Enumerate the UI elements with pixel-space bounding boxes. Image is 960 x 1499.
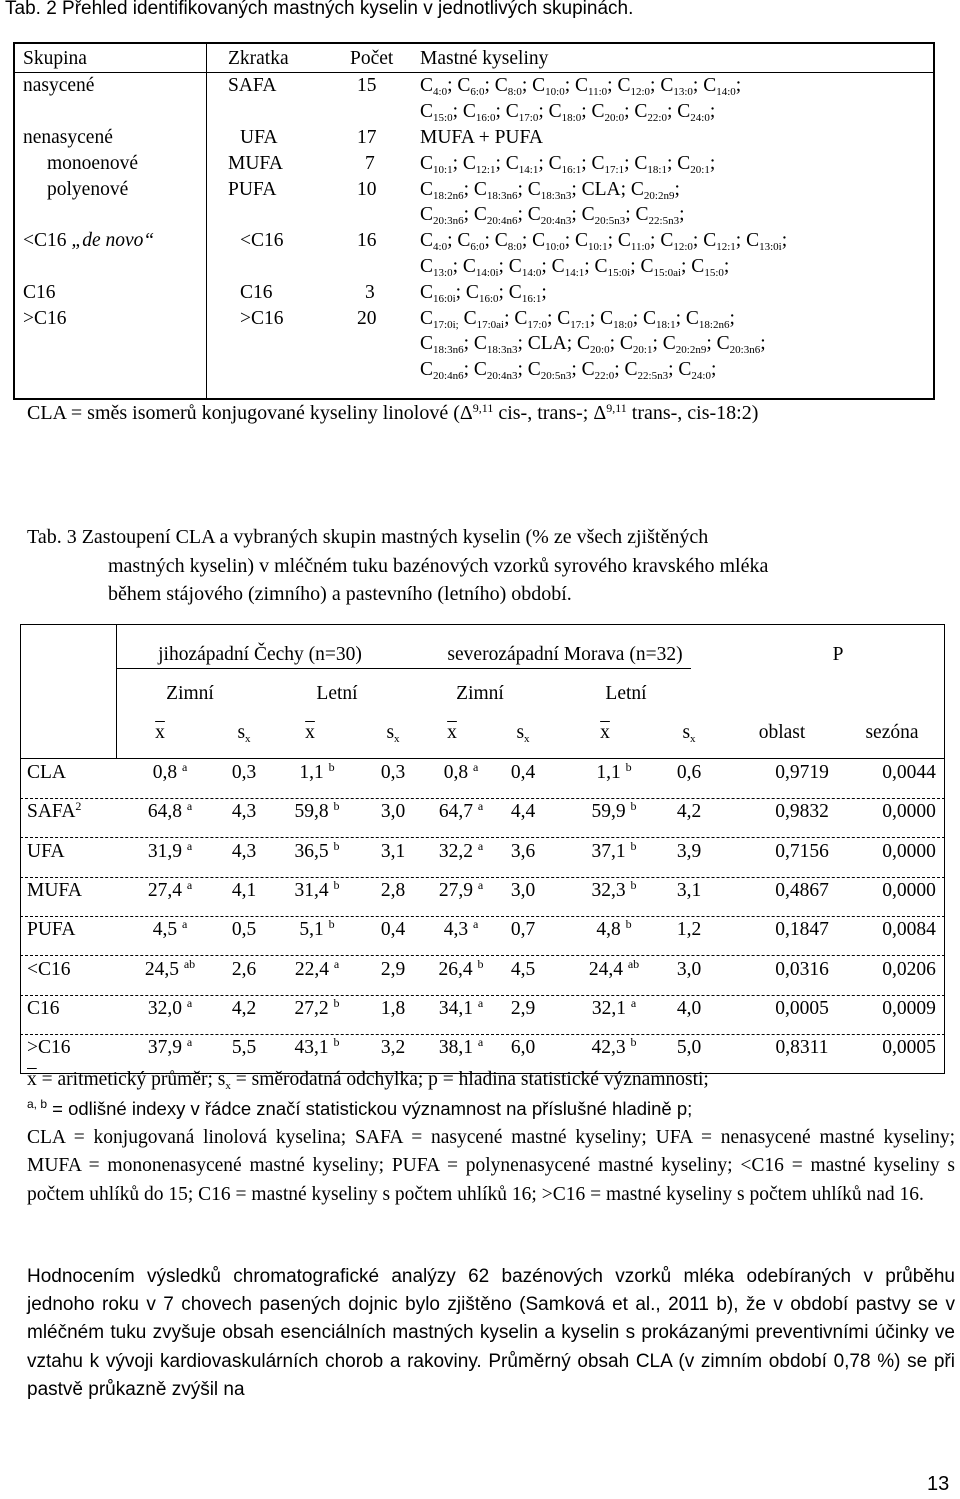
group-label: <C16 [23, 230, 72, 251]
acid-subscript: 18:3n6 [486, 189, 518, 202]
table2-count-cell: 10 [357, 178, 377, 200]
significance-index: b [477, 956, 484, 971]
table3-cell: 64,7 $^a$ [438, 799, 484, 823]
table2-acids-line: $C_{4:0}$; $C_{6:0}$; $C_{8:0}$; $C_{10:0}$; $C_{10:1}$; $C_{11:0}$; $C_{12:0}$; $C_{12:1}$; $C_{13:0i}$; [420, 230, 788, 253]
acid-subscript: 10:1 [588, 241, 608, 253]
table2-count-cell: 16 [357, 230, 377, 251]
table3-cell: 2,9 [510, 997, 536, 1019]
table2-acids-line: $C_{17:0i;}$ $C_{17:0ai}$; $C_{17:0}$; $C_{17:1}$; $C_{18:0}$; $C_{18:1}$; $C_{18:2n6}$; [420, 307, 735, 331]
acid-subscript: 13:0i [759, 241, 782, 253]
acid-subscript: 13:0 [433, 266, 453, 279]
table3-cell: 59,8 $^b$ [294, 799, 340, 823]
p-oblast-cell: 0,9719 [775, 762, 829, 783]
table2-abbr-cell: UFA [240, 126, 278, 148]
significance-index: b [333, 1035, 340, 1050]
p-sezona-cell: 0,0206 [882, 958, 936, 980]
table3-cell: 4,3 [231, 840, 257, 862]
table3-cell: 0,8 $^a$ [443, 760, 479, 783]
significance-index: a [186, 995, 193, 1010]
table2-abbr-cell: >C16 [240, 307, 284, 329]
table3-vrule [20, 758, 21, 1074]
p-sezona-cell: 0,0044 [882, 762, 936, 783]
acid-subscript: 16:0 [478, 292, 499, 305]
table3-cell: 42,3 $^b$ [591, 1035, 637, 1059]
table3-cell: 3,9 [676, 840, 702, 862]
p-oblast-cell: 0,9832 [775, 801, 829, 823]
acid-subscript: 20:1 [632, 344, 653, 356]
table3-cell: 31,4 $^b$ [294, 877, 340, 901]
mean-header: $\overline{x}$ [155, 722, 165, 743]
table3-cell: 1,1 $^b$ [299, 760, 335, 783]
table3-cell: 4,5 $^a$ [152, 917, 188, 941]
acid-subscript: 18:1 [647, 163, 667, 176]
sd-header: $s_x$ [386, 722, 400, 745]
acid-subscript: 10:0 [545, 241, 565, 253]
table3-cell: 37,1 $^b$ [591, 838, 637, 862]
acid-subscript: 8:0 [507, 86, 522, 98]
season-header: Zimní [456, 683, 504, 704]
acid-subscript: 18:2n6 [698, 318, 730, 331]
table3-cell: 32,0 $^a$ [147, 995, 193, 1019]
significance-index: ab [627, 956, 640, 971]
significance-index: b [630, 1035, 637, 1050]
table2-header-cell: Mastné kyseliny [420, 48, 549, 69]
table2-caption: Tab. 2 Přehled identifikovaných mastných kyselin v jednotlivých skupinách. [5, 0, 634, 19]
p-sezona-cell: 0,0000 [882, 801, 936, 823]
acid-subscript: 20:2n9 [643, 189, 675, 202]
acid-subscript: 22:0 [647, 111, 667, 124]
table3-caption: Tab. 3 Zastoupení CLA a vybraných skupin mastných kyselin (% ze všech zjištěných mastných kyselin) v mléčném tuku bazénových vzorků syrového kravského mléka během stájového (zimního) a pastevního (letního) období. [27, 526, 769, 605]
sd-subscript: x [245, 733, 251, 745]
acid-subscript: 24:0 [691, 369, 711, 382]
body-paragraph: Hodnocením výsledků chromatografické analýzy 62 bazénových vzorků mléka odebíraných v průběhu jednoho roku v 7 chovech pasených dojnic bylo zjištěno (Samková et al., 2011 b), že v období pastvy se v mléčném tuku zvyšuje obsah esenciálních mastných kyselin a kyselin s prokázanými preventivními účinky ve vztahu k vývoji kardiovaskulárních chorob a rakoviny. Průměrný obsah CLA (v zimním období 0,78 %) se při pastvě průkazně zvýšil na [27, 1266, 955, 1400]
table3-cell: 3,1 [676, 879, 702, 901]
table3-cell: 4,1 [231, 879, 257, 901]
acid-subscript: 12:0 [630, 86, 651, 98]
p-sezona-cell: 0,0000 [882, 840, 936, 862]
acid-subscript: 18:3n6 [433, 344, 464, 356]
significance-index: b [328, 760, 335, 774]
note-indexes: $^{a, b}$ = odlišné indexy v řádce značí statistickou významnost na příslušné hladině p; [27, 1097, 693, 1119]
note-abbreviations: CLA = konjugovaná linolová kyselina; SAFA = nasycené mastné kyseliny; UFA = nenasycené mastné kyseliny; MUFA = mononenasycené mastné kyseliny; PUFA = polynenasycené mastné kyseliny; <C16 = mastné kyseliny s počtem uhlíků do 15; C16 = mastné kyseliny s počtem uhlíků 16; >C16 = mastné kyseliny s počtem uhlíků nad 16. [27, 1127, 955, 1205]
acid-subscript: 15:0 [433, 111, 453, 124]
region-header: severozápadní Morava (n=32) [447, 644, 683, 665]
significance-index: b [630, 799, 637, 814]
significance-index: a [333, 956, 340, 971]
table3-rule [116, 668, 691, 669]
table2-acids-line: $C_{20:3n6}$; $C_{20:4n6}$; $C_{20:4n3}$; $C_{20:5n3}$; $C_{22:5n3}$; [420, 204, 685, 227]
acid-subscript: 8:0 [507, 241, 522, 253]
group-label-italic: „de novo“ [71, 230, 155, 251]
season-header: Letní [316, 683, 358, 704]
table3-cell: 0,3 [231, 762, 257, 783]
row-label-sup: 2 [75, 799, 82, 814]
table2-header-cell: Počet [350, 48, 394, 69]
significance-index: a [630, 995, 637, 1010]
p-sezona-cell: 0,0084 [882, 919, 936, 941]
table3-cell: 43,1 $^b$ [294, 1035, 340, 1059]
row-label: PUFA [27, 919, 76, 941]
table2-group-cell: >C16 [23, 307, 67, 329]
table3-cell: 1,1 $^b$ [596, 760, 632, 783]
acid-subscript: 12:0 [673, 241, 693, 253]
table2-abbr-cell: C16 [240, 281, 273, 303]
acid-subscript: 20:5n3 [540, 369, 572, 382]
table3-cell: 4,3 [231, 801, 257, 823]
table3-cell: 5,5 [231, 1037, 257, 1059]
table3-cell: 26,4 $^b$ [438, 956, 484, 980]
significance-index: a [181, 760, 188, 774]
significance-index: b [625, 760, 632, 774]
p-oblast-cell: 0,1847 [775, 919, 829, 941]
acid-subscript: 17:1 [570, 318, 590, 331]
table3-rule [20, 758, 945, 759]
acid-subscript: 10:0 [545, 86, 565, 98]
table3-cell: 31,9 $^a$ [147, 838, 193, 862]
acid-subscript: 20:3n6 [729, 344, 761, 356]
significance-index: b [333, 877, 340, 892]
significance-index: a [472, 917, 479, 932]
acid-subscript: 20:3n6 [433, 215, 464, 227]
acid-subscript: 6:0 [470, 241, 485, 253]
table2-group-cell: nasycené [23, 75, 95, 96]
row-label: UFA [27, 840, 65, 862]
row-label: SAFA$^2$ [27, 799, 82, 823]
table2-group-cell [23, 230, 154, 252]
table3-cell: 1,8 [380, 997, 406, 1019]
table2-count-cell: 15 [357, 75, 377, 96]
acid-subscript: 11:0 [588, 86, 608, 98]
acid-subscript: 20:4n3 [486, 369, 518, 382]
acid-subscript: 20:5n3 [594, 215, 626, 227]
season-header: Zimní [166, 683, 214, 704]
sd-header: $s_x$ [682, 722, 696, 745]
p-oblast-header: oblast [758, 722, 806, 743]
p-sezona-header: sezóna [865, 722, 919, 743]
table3-cell: 4,2 [676, 801, 702, 823]
acid-subscript: 14:1 [564, 266, 585, 279]
table2-count-cell: 3 [365, 281, 375, 303]
acid-subscript: 20:4n3 [540, 215, 572, 227]
table3-vrule [20, 624, 21, 758]
p-sezona-cell: 0,0009 [882, 997, 936, 1019]
p-oblast-cell: 0,8311 [775, 1037, 829, 1059]
table2-abbr-cell: PUFA [228, 178, 277, 200]
table3-cell: 34,1 $^a$ [438, 995, 484, 1019]
p-sezona-cell: 0,0005 [882, 1037, 936, 1059]
table3-cell: 0,5 [231, 919, 257, 941]
p-oblast-cell: 0,0005 [775, 997, 829, 1019]
table2-acids-line: $C_{10:1}$; $C_{12:1}$; $C_{14:1}$; $C_{16:1}$; $C_{17:1}$; $C_{18:1}$; $C_{20:1}$; [420, 152, 716, 176]
acid-subscript: 16:0i [433, 292, 456, 305]
table3-cell: 2,8 [380, 879, 406, 901]
table2-divider [206, 44, 207, 398]
table3-cell: 27,4 $^a$ [147, 877, 193, 901]
acid-subscript: 14:0 [521, 266, 542, 279]
table3-vrule [944, 758, 945, 1074]
acid-subscript: 20:0 [590, 344, 610, 356]
acid-subscript: 12:1 [716, 241, 736, 253]
table3-cell: 0,3 [380, 762, 406, 783]
significance-index: b [333, 838, 340, 853]
significance-index: ab [183, 956, 196, 971]
mean-header: $\overline{x}$ [600, 722, 610, 743]
table3-cell: 0,6 [676, 762, 702, 783]
table2-acids-line: $C_{18:2n6}$; $C_{18:3n6}$; $C_{18:3n3}$; CLA; $C_{20:2n9}$; [420, 178, 680, 202]
p-oblast-cell: 0,0316 [775, 958, 829, 980]
acid-subscript: 13:0 [673, 86, 693, 98]
table2-acids-line: $C_{20:4n6}$; $C_{20:4n3}$; $C_{20:5n3}$; $C_{22:0}$; $C_{22:5n3}$; $C_{24:0}$; [420, 358, 717, 382]
acid-subscript: 11:0 [630, 241, 651, 253]
table3-row-rule [20, 916, 945, 917]
acid-subscript: 18:1 [656, 318, 676, 331]
acid-subscript: 18:2n6 [433, 189, 464, 202]
season-header: Letní [605, 683, 647, 704]
significance-index: a [477, 995, 484, 1010]
significance-index: a [186, 1035, 193, 1050]
table3-cell: 3,0 [380, 801, 406, 823]
p-sezona-cell: 0,0000 [882, 879, 936, 901]
significance-index: a [477, 838, 484, 853]
table2-group-cell: polyenové [47, 178, 129, 200]
acid-subscript: 18:3n3 [540, 189, 572, 202]
row-label: <C16 [27, 958, 71, 980]
significance-index: b [630, 838, 637, 853]
table2-acids-line: $C_{13:0}$; $C_{14:0i}$; $C_{14:0}$; $C_{14:1}$; $C_{15:0i}$; $C_{15:0ai}$; $C_{15:0}$; [420, 255, 730, 279]
significance-index: a [477, 799, 484, 814]
acid-subscript: 20:2n9 [675, 344, 707, 356]
acid-subscript: 16:1 [561, 163, 582, 176]
acid-subscript: 24:0 [690, 111, 710, 124]
note-mean-sd: $\overline{x}$ = aritmetický průměr; $s_x$ = směrodatná odchylka; p = hladina statistické významnosti; [27, 1069, 709, 1092]
acid-subscript: 14:0i [475, 266, 499, 279]
table3-cell: 6,0 [510, 1037, 536, 1059]
table3-cell: 32,1 $^a$ [591, 995, 637, 1019]
table2-acids-line: $C_{4:0}$; $C_{6:0}$; $C_{8:0}$; $C_{10:0}$; $C_{11:0}$; $C_{12:0}$; $C_{13:0}$; $C_{14:0}$; [420, 75, 742, 98]
table3-vrule [116, 624, 117, 758]
table2-header-cell: Zkratka [228, 48, 289, 69]
table3-cell: 36,5 $^b$ [294, 838, 340, 862]
table3-cell: 4,2 [231, 997, 257, 1019]
acid-subscript: 15:0ai [653, 266, 682, 279]
table3-cell: 3,1 [380, 840, 406, 862]
table3-cell: 4,3 $^a$ [443, 917, 479, 941]
table3-cell: 38,1 $^a$ [438, 1035, 484, 1059]
table3-cell: 5,1 $^b$ [299, 917, 335, 941]
acid-subscript: 15:0i [607, 266, 631, 279]
row-label: C16 [27, 997, 60, 1019]
acid-subscript: 14:1 [518, 163, 539, 176]
acid-subscript: 17:0i; [433, 318, 459, 331]
significance-index: b [333, 799, 340, 814]
region-header: jihozápadní Čechy (n=30) [158, 644, 362, 665]
table3-cell: 0,4 [510, 762, 536, 783]
table2-abbr-cell: MUFA [228, 152, 283, 174]
acid-subscript: 22:5n3 [637, 369, 669, 382]
acid-subscript: 4:0 [433, 86, 448, 98]
table3-cell: 4,8 $^b$ [596, 917, 632, 941]
table2-group-cell: nenasycené [23, 126, 113, 148]
table3-cell: 64,8 $^a$ [147, 799, 193, 823]
table3-cell: 0,7 [510, 919, 536, 941]
acid-subscript: 15:0 [704, 266, 724, 279]
significance-index: a [472, 760, 479, 774]
acid-subscript: 10:1 [433, 163, 453, 176]
table3-cell: 0,4 [380, 919, 406, 941]
table2-acids-line: $C_{15:0}$; $C_{16:0}$; $C_{17:0}$; $C_{18:0}$; $C_{20:0}$; $C_{22:0}$; $C_{24:0}$; [420, 100, 716, 124]
table2-group-cell: C16 [23, 281, 56, 303]
acid-subscript: 20:1 [690, 163, 710, 176]
table2 [13, 42, 935, 400]
table3-cell: 3,0 [676, 958, 702, 980]
row-label: >C16 [27, 1037, 71, 1059]
significance-index: a [477, 1035, 484, 1050]
acid-subscript: 18:3n3 [486, 344, 518, 356]
sd-subscript: x [690, 733, 696, 745]
table2-header-cell: Skupina [23, 48, 87, 69]
acid-subscript: 17:1 [604, 163, 625, 176]
table3-cell: 27,9 $^a$ [438, 877, 484, 901]
table2-acids-cell: MUFA + PUFA [420, 126, 543, 148]
table3-cell: 24,4 $^{ab}$ [588, 956, 640, 980]
table2-abbr-cell: <C16 [240, 230, 284, 251]
table2-count-cell: 20 [357, 307, 377, 329]
acid-subscript: 16:1 [521, 292, 542, 305]
acid-subscript: 22:0 [594, 369, 615, 382]
acid-subscript: 14:0 [716, 86, 736, 98]
table3-cell: 4,5 [510, 958, 536, 980]
p-oblast-cell: 0,4867 [775, 879, 829, 901]
table2-count-cell: 17 [357, 126, 377, 148]
acid-subscript: 16:0 [475, 111, 496, 124]
sd-subscript: x [394, 733, 400, 745]
table3-vrule [944, 624, 945, 758]
table3-cell: 3,6 [510, 840, 536, 862]
row-label: MUFA [27, 879, 82, 901]
significance-index: b [630, 877, 637, 892]
significance-index: a [186, 877, 193, 892]
mean-header: $\overline{x}$ [447, 722, 457, 743]
table3-cell: 32,2 $^a$ [438, 838, 484, 862]
acid-subscript: 6:0 [470, 86, 485, 98]
page-number: 13 [927, 1473, 950, 1495]
row-label: CLA [27, 762, 66, 783]
table3-rule [20, 624, 945, 625]
significance-index: b [333, 995, 340, 1010]
table3-cell: 0,8 $^a$ [152, 760, 188, 783]
table2-group-cell: monoenové [47, 152, 138, 174]
sd-subscript: x [524, 733, 530, 745]
table3-cell: 59,9 $^b$ [591, 799, 637, 823]
mean-header: $\overline{x}$ [305, 722, 315, 743]
table3-cell: 4,0 [676, 997, 702, 1019]
table3-cell: 27,2 $^b$ [294, 995, 340, 1019]
table3-cell: 2,9 [380, 958, 406, 980]
acid-subscript: 17:0 [527, 318, 547, 331]
sd-header: $s_x$ [516, 722, 530, 745]
p-oblast-cell: 0,7156 [775, 840, 829, 862]
table3-cell: 37,9 $^a$ [147, 1035, 193, 1059]
significance-index: b [625, 917, 632, 932]
table3-cell: 32,3 $^b$ [591, 877, 637, 901]
table3-cell: 4,4 [510, 801, 536, 823]
acid-subscript: 18:0 [613, 318, 633, 331]
significance-index: a [181, 917, 188, 932]
table3-cell: 3,0 [510, 879, 536, 901]
table3-cell: 1,2 [676, 919, 702, 941]
significance-index: b [328, 917, 335, 932]
table3-cell: 5,0 [676, 1037, 702, 1059]
table3-cell: 3,2 [380, 1037, 406, 1059]
acid-subscript: 17:0 [518, 111, 539, 124]
table3-cell: 2,6 [231, 958, 257, 980]
cla-definition-note: CLA = směs isomerů konjugované kyseliny linolové ($\Delta^{9,11}$ cis-, trans-; Δ$^{9,11}$ trans-, cis-18:2) [27, 401, 759, 424]
acid-subscript: 20:0 [604, 111, 625, 124]
table2-count-cell: 7 [365, 152, 375, 174]
acid-subscript: 20:4n6 [433, 369, 464, 382]
acid-subscript: 4:0 [433, 241, 448, 253]
table2-acids-line: $C_{18:3n6}$; $C_{18:3n3}$; CLA; $C_{20:0}$; $C_{20:1}$; $C_{20:2n9}$; $C_{20:3n6}$; [420, 333, 766, 356]
p-header: P [832, 644, 844, 665]
table2-header-rule [15, 72, 933, 73]
sd-header: $s_x$ [237, 722, 251, 745]
table2-acids-line: $C_{16:0i}$; $C_{16:0}$; $C_{16:1}$; [420, 281, 547, 305]
table3-cell: 24,5 $^{ab}$ [144, 956, 196, 980]
acid-subscript: 20:4n6 [486, 215, 518, 227]
significance-index: a [186, 838, 193, 853]
significance-index: a [186, 799, 193, 814]
acid-subscript: 17:0ai [476, 318, 505, 331]
table3-cell: 22,4 $^a$ [294, 956, 340, 980]
acid-subscript: 22:5n3 [648, 215, 680, 227]
acid-subscript: 12:1 [475, 163, 496, 176]
significance-index: a [477, 877, 484, 892]
table2-abbr-cell: SAFA [228, 75, 277, 96]
acid-subscript: 18:0 [561, 111, 582, 124]
